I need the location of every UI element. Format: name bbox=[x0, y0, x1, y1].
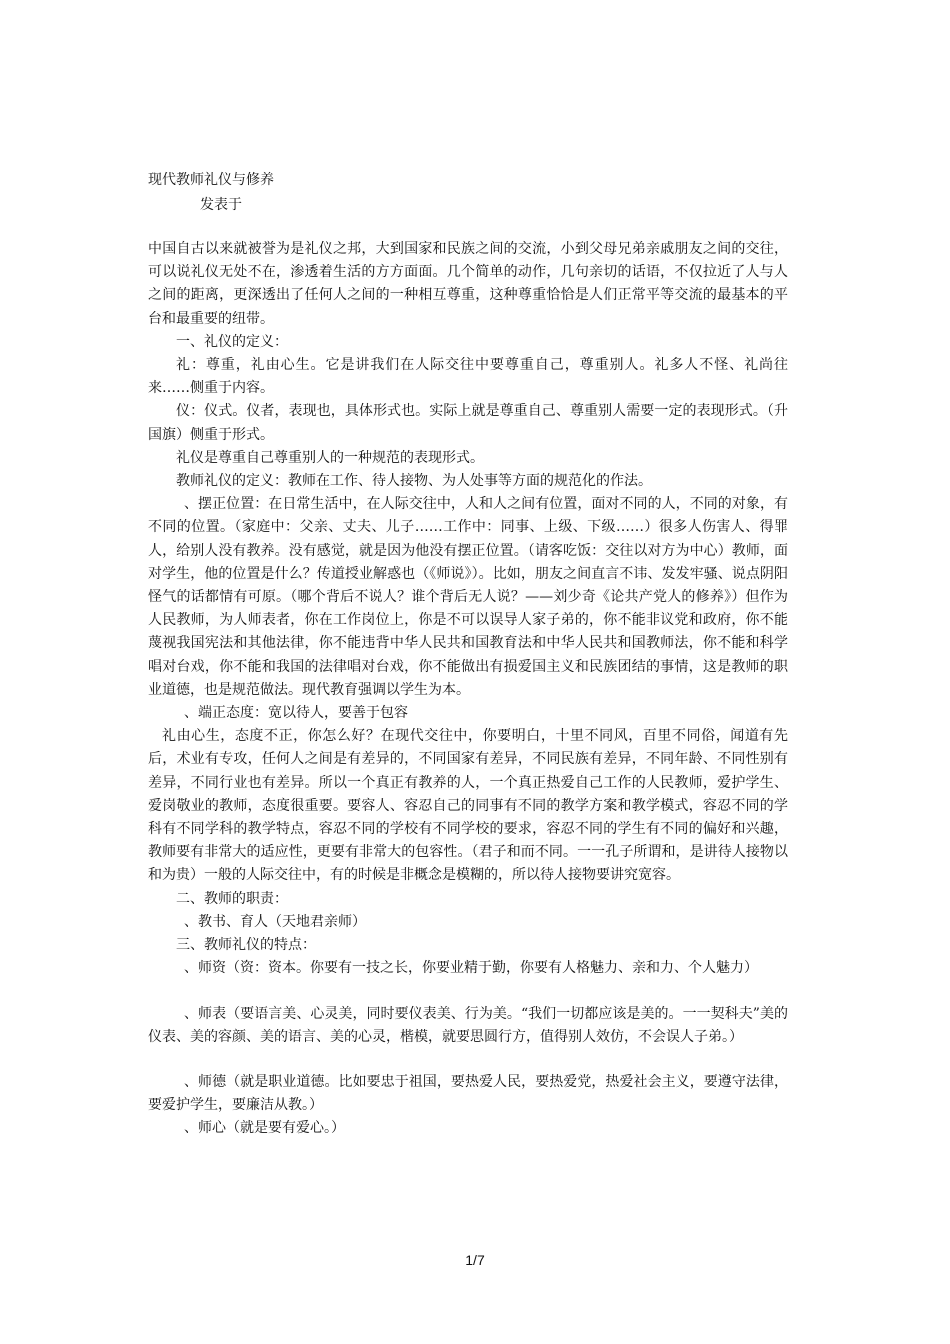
paragraph-attitude-heading: 、端正态度：宽以待人，要善于包容 bbox=[184, 705, 408, 722]
paragraph-shizi: 、师资（资：资本。你要有一技之长，你要业精于勤，你要有人格魅力、亲和力、个人魅力） bbox=[184, 960, 758, 977]
page-number: 1/7 bbox=[465, 1252, 485, 1268]
document-subtitle: 发表于 bbox=[200, 197, 242, 213]
section-heading-features: 三、教师礼仪的特点： bbox=[176, 937, 316, 954]
document-body bbox=[148, 238, 788, 1141]
paragraph-attitude: 礼由心生，态度不正，你怎么好？在现代交往中，你要明白，十里不同风，百里不同俗，闻道有先后，术业有专攻，任何人之间是有差异的，不同国家有差异，不同民族有差异，不同年龄、不同性别有差异，不同行业也有差异。所以一个真正有教养的人，一个真正热爱自己工作的人民教师，爱护学生、爱岗敬业的教师，态度很重要。要容人、容忍自己的同事有不同的教学方案和教学模式，容忍不同的学科有不同学科的教学特点，容忍不同的学校有不同学校的要求，容忍不同的学生有不同的偏好和兴趣，教师要有非常大的适应性，更要有非常大的包容性。（君子和而不同。一一孔子所谓和，是讲待人接物以和为贵）一般的人际交往中，有的时候是非概念是模糊的，所以待人接物要讲究宽容。 bbox=[148, 728, 788, 884]
paragraph-yi: 仪：仪式。仪者，表现也，具体形式也。实际上就是尊重自己、尊重别人需要一定的表现形式。（升国旗）侧重于形式。 bbox=[148, 403, 788, 443]
paragraph-intro: 中国自古以来就被誉为是礼仪之邦，大到国家和民族之间的交流，小到父母兄弟亲戚朋友之间的交往，可以说礼仪无处不在，渗透着生活的方方面面。几个简单的动作，几句亲切的话语，不仅拉近了人与人之间的距离，更深透出了任何人之间的一种相互尊重，这种尊重恰恰是人们正常平等交流的最基本的平台和最重要的纽带。 bbox=[148, 241, 788, 327]
paragraph-li: 礼：尊重，礼由心生。它是讲我们在人际交往中要尊重自己，尊重别人。礼多人不怪、礼尚往来……侧重于内容。 bbox=[148, 357, 788, 397]
paragraph-teaching: 、教书、育人（天地君亲师） bbox=[184, 913, 366, 930]
document-title: 现代教师礼仪与修养 bbox=[148, 172, 274, 188]
paragraph-liyi: 礼仪是尊重自己尊重别人的一种规范的表现形式。 bbox=[176, 449, 484, 466]
section-heading-definition: 一、礼仪的定义： bbox=[176, 333, 288, 350]
paragraph-shibiao: 、师表（要语言美、心灵美，同时要仪表美、行为美。“我们一切都应该是美的。一一契科夫”美的仪表、美的容颜、美的语言、美的心灵，楷模，就要思圆行方，值得别人效仿，不会误人子弟。） bbox=[148, 1005, 788, 1045]
section-heading-duties: 二、教师的职责： bbox=[176, 890, 288, 907]
paragraph-shide: 、师德（就是职业道德。比如要忠于祖国，要热爱人民，要热爱党，热爱社会主义，要遵守法律，要爱护学生，要廉洁从教。） bbox=[148, 1073, 788, 1114]
paragraph-position: 、摆正位置：在日常生活中，在人际交往中，人和人之间有位置，面对不同的人，不同的对象，有不同的位置。（家庭中：父亲、丈夫、儿子……工作中：同事、上级、下级……）很多人伤害人、得罪人，给别人没有教养。没有感觉，就是因为他没有摆正位置。（请客吃饭：交往以对方为中心）教师，面对学生，他的位置是什么？传道授业解惑也（《师说》）。比如，朋友之间直言不讳、发发牢骚、说点阴阳怪气的话都情有可原。（哪个背后不说人？谁个背后无人说？——刘少奇《论共产党人的修养》）但作为人民教师，为人师表者，你在工作岗位上，你是不可以误导人家子弟的，你不能非议党和政府，你不能蔑视我国宪法和其他法律，你不能违背中华人民共和国教育法和中华人民共和国教师法，你不能和科学唱对台戏，你不能和我国的法律唱对台戏，你不能做出有损爱国主义和民族团结的事情，这是教师的职业道德，也是规范做法。现代教育强调以学生为本。 bbox=[148, 496, 788, 698]
paragraph-shixin: 、师心（就是要有爱心。） bbox=[184, 1120, 345, 1137]
paragraph-teacher-definition: 教师礼仪的定义：教师在工作、待人接物、为人处事等方面的规范化的作法。 bbox=[176, 473, 652, 490]
